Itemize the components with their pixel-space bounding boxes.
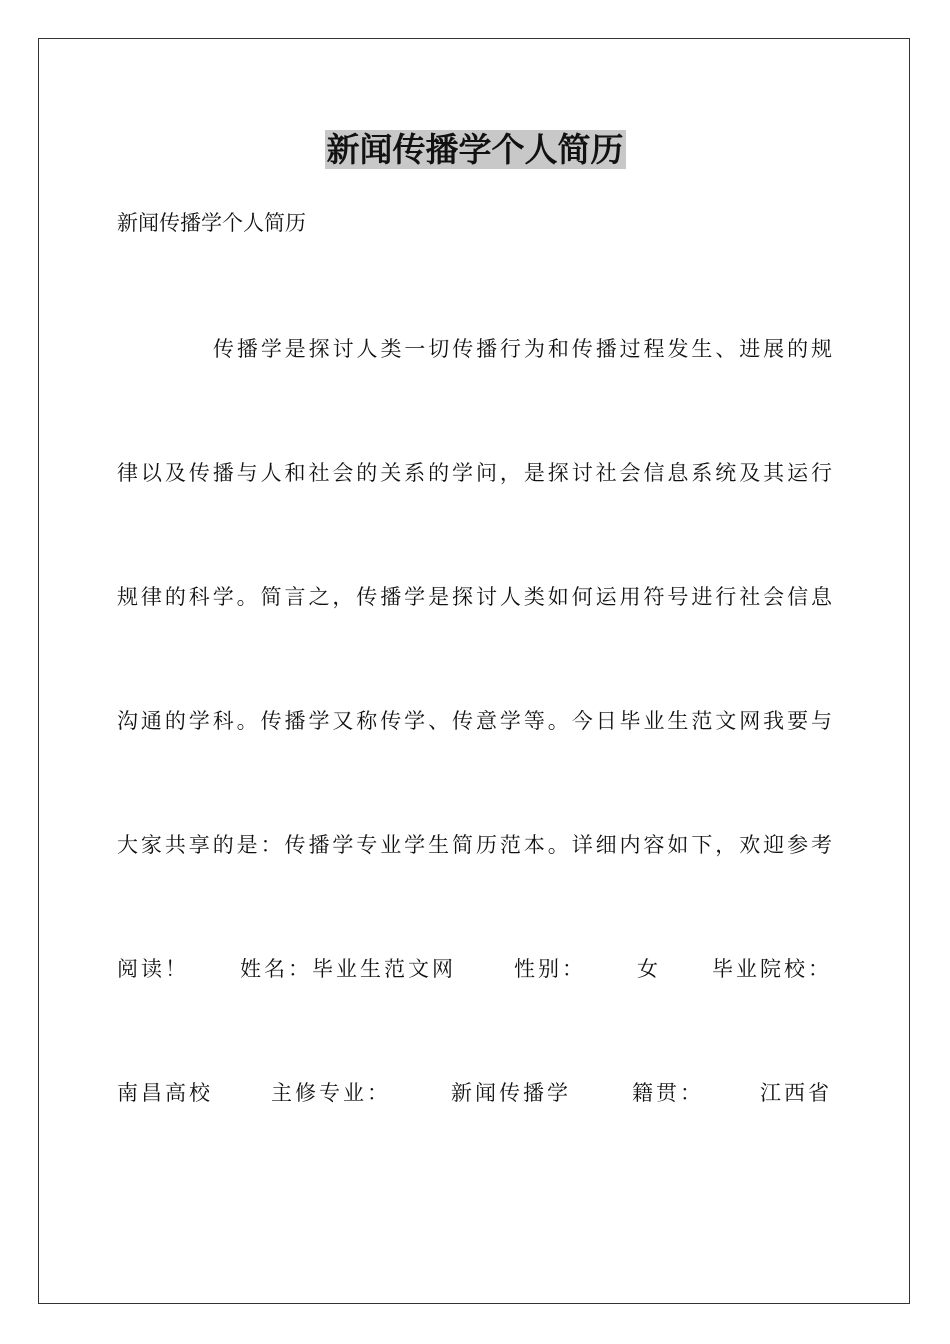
read-prompt: 阅读！ (117, 957, 189, 981)
paragraph-line-5: 大家共享的是：传播学专业学生简历范本。详细内容如下，欢迎参考 (117, 833, 832, 857)
paragraph-line-1: 传播学是探讨人类一切传播行为和传播过程发生、进展的规 (213, 337, 832, 361)
gender-label: 性别： (514, 957, 586, 981)
school-label: 毕业院校： (712, 957, 832, 981)
school-value: 南昌高校 (117, 1081, 213, 1105)
info-row-2 (117, 1078, 832, 1108)
major-value: 新闻传播学 (451, 1081, 571, 1105)
name-field: 姓名：毕业生范文网 (240, 957, 456, 981)
gender-value: 女 (637, 957, 661, 981)
major-label: 主修专业： (271, 1081, 391, 1105)
paragraph-line-3: 规律的科学。简言之，传播学是探讨人类如何运用符号进行社会信息 (117, 585, 832, 609)
origin-value: 江西省 (760, 1081, 832, 1105)
document-title (0, 128, 950, 172)
document-subtitle: 新闻传播学个人简历 (117, 211, 306, 235)
paragraph-line-2: 律以及传播与人和社会的关系的学问，是探讨社会信息系统及其运行 (117, 461, 832, 485)
origin-label: 籍贯： (632, 1081, 704, 1105)
document-title-text: 新闻传播学个人简历 (326, 130, 624, 169)
paragraph-line-4: 沟通的学科。传播学又称传学、传意学等。今日毕业生范文网我要与 (117, 709, 832, 733)
info-row-1 (117, 954, 832, 984)
